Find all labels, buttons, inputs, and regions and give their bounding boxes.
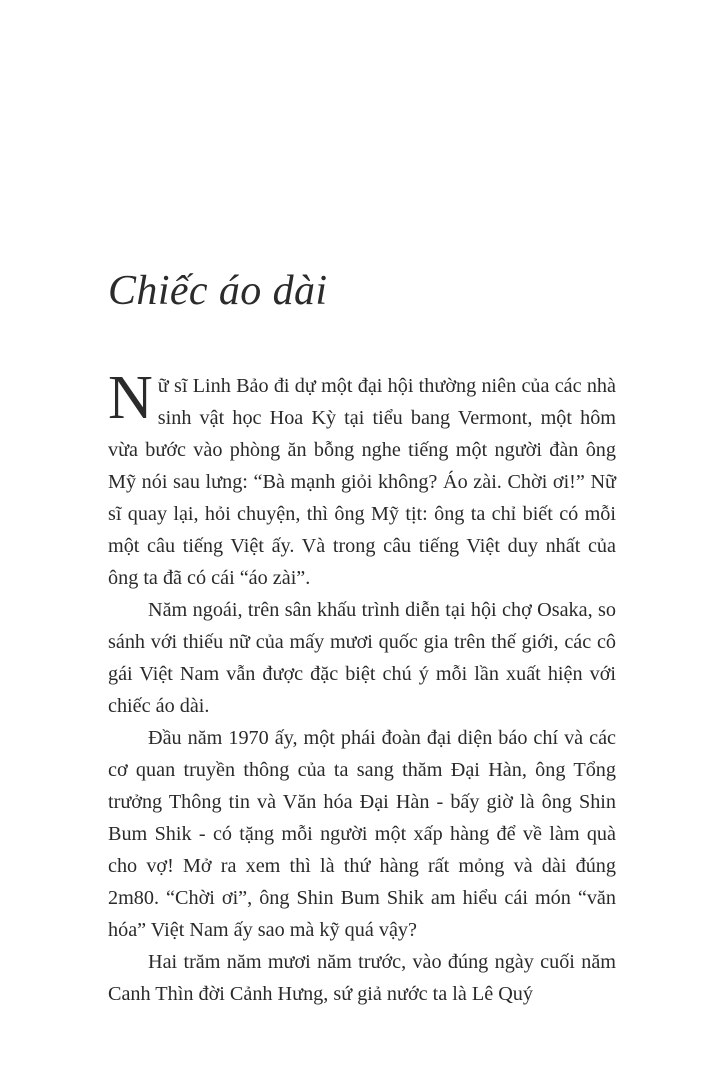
paragraph-2: Năm ngoái, trên sân khấu trình diễn tại hội chợ Osaka, so sánh với thiếu nữ của mấy mươi quốc gia trên thế giới, các cô gái Việt Nam vẫn được đặc biệt chú ý mỗi lần xuất hiện với chiếc áo dài. [108, 599, 616, 717]
body-text-container [108, 364, 616, 1010]
paragraph-3: Đầu năm 1970 ấy, một phái đoàn đại diện báo chí và các cơ quan truyền thông của ta sang thăm Đại Hàn, ông Tổng trưởng Thông tin và Văn hóa Đại Hàn - bấy giờ là ông Shin Bum Shik - có tặng mỗi người một xấp hàng để về làm quà cho vợ! Mở ra xem thì là thứ hàng rất mỏng và dài đúng 2m80. “Chời ơi”, ông Shin Bum Shik am hiểu cái món “văn hóa” Việt Nam ấy sao mà kỹ quá vậy? [108, 727, 616, 941]
page-title: Chiếc áo dài [108, 268, 328, 315]
drop-cap-letter: N [108, 364, 153, 432]
paragraph-1 [108, 364, 616, 594]
paragraph-4: Hai trăm năm mươi năm trước, vào đúng ngày cuối năm Canh Thìn đời Cảnh Hưng, sứ giả nước ta là Lê Quý [108, 951, 616, 1005]
paragraph-1-text: ữ sĩ Linh Bảo đi dự một đại hội thường niên của các nhà sinh vật học Hoa Kỳ tại tiểu bang Vermont, một hôm vừa bước vào phòng ăn bỗng nghe tiếng một người đàn ông Mỹ nói sau lưng: “Bà mạnh giỏi không? Áo zài. Chời ơi!” Nữ sĩ quay lại, hỏi chuyện, thì ông Mỹ tịt: ông ta chỉ biết có mỗi một câu tiếng Việt ấy. Và trong câu tiếng Việt duy nhất của ông ta đã có cái “áo zài”. [108, 375, 616, 589]
